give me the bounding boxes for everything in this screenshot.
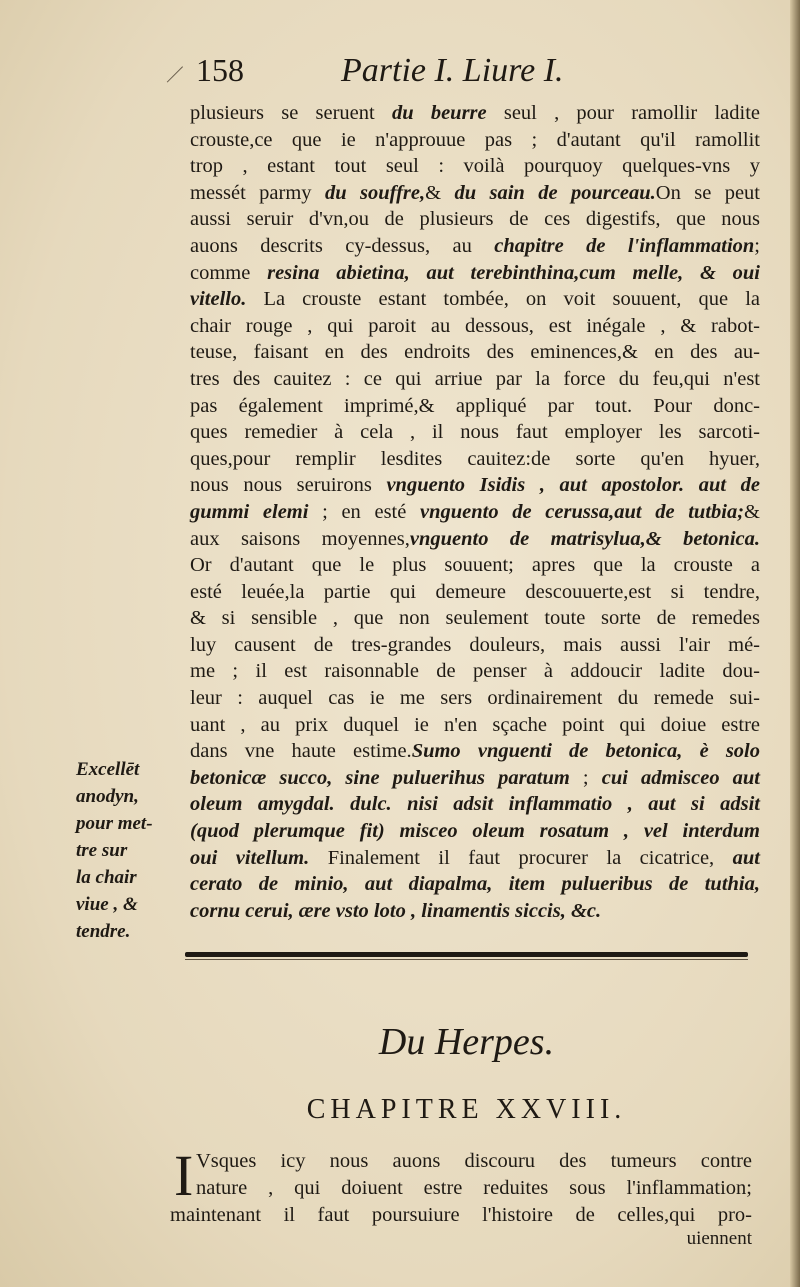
margin-note-line: la chair — [76, 867, 137, 888]
text-run: chair rouge , qui paroit au dessous, est inégale , & rabot- — [190, 314, 760, 337]
italic-run: vnguento Isidis , aut apostolor. aut de — [386, 474, 761, 497]
text-run: La crouste estant tombée, on voit souuent, que la — [246, 288, 760, 311]
text-run: nous nous seruirons — [190, 474, 387, 497]
italic-run: oleum amygdal. dulc. nisi adsit inflammatio , aut si adsit — [190, 793, 760, 816]
italic-run: du sain de pourceau. — [454, 181, 656, 204]
chapter-body — [170, 1143, 752, 1229]
margin-note-line: viue , & — [76, 894, 138, 915]
body-line — [190, 818, 760, 845]
italic-run: resina abietina, aut terebinthina,cum melle, & oui — [267, 261, 760, 284]
body-text — [190, 100, 760, 924]
text-run: crouste,ce que ie n'approuue pas ; d'autant qu'il ramollit — [190, 128, 760, 151]
text-run: seul , pour ramollir ladite — [486, 102, 760, 124]
margin-note-line: tre sur — [76, 840, 128, 861]
text-run: ; — [754, 234, 760, 257]
body-line — [190, 472, 760, 499]
page-header — [196, 52, 756, 102]
margin-note — [76, 756, 176, 945]
body-line — [190, 419, 760, 446]
text-run: tres des cauitez : ce qui arriue par la force du feu,qui n'est — [190, 367, 760, 390]
body-line — [190, 127, 760, 154]
body-line — [190, 446, 760, 473]
running-head: Partie I. Liure I. — [341, 52, 564, 89]
text-run: ques,pour remplir lesdites cauitez:de sorte qu'en hyuer, — [190, 447, 760, 470]
section-rule — [185, 952, 748, 957]
italic-run: gummi elemi — [190, 500, 309, 523]
body-line — [190, 100, 760, 127]
body-line — [190, 286, 760, 313]
text-run: pas également imprimé,& appliqué par tout. Pour donc- — [190, 394, 760, 417]
body-line — [190, 526, 760, 553]
body-line — [190, 605, 760, 632]
italic-run: du beurre — [391, 102, 487, 124]
text-run: & si sensible , que non seulement toute sorte de remedes — [190, 607, 760, 630]
body-line — [190, 712, 760, 739]
body-line — [190, 632, 760, 659]
text-run: dans vne haute estime. — [190, 740, 412, 763]
margin-note-line: Excellēt — [76, 759, 140, 780]
italic-run: (quod plerumque fit) misceo oleum rosatum , vel interdum — [190, 820, 760, 843]
italic-run: vnguento de matrisylua,& betonica. — [409, 527, 761, 550]
text-run: ques remedier à cela , il nous faut employer les sarcoti- — [190, 421, 760, 444]
text-run: & — [744, 500, 760, 523]
text-run: ; — [569, 766, 602, 789]
chapter-line: nature , qui doiuent estre reduites sous l'inflammation; — [196, 1177, 752, 1199]
text-run: aux saisons moyennes, — [190, 527, 410, 550]
text-run: messét parmy — [190, 181, 325, 204]
italic-run: Sumo vnguenti de betonica, è solo — [411, 740, 760, 763]
text-run: ; en esté — [308, 500, 421, 523]
margin-note-line: anodyn, — [76, 786, 139, 807]
body-line — [190, 791, 760, 818]
italic-run: cui admisceo aut — [601, 766, 760, 789]
body-line — [190, 871, 760, 898]
body-line — [190, 233, 760, 260]
italic-run: vnguento de cerussa,aut de tutbia; — [420, 500, 745, 523]
catchword: uiennent — [686, 1228, 752, 1249]
body-line — [190, 765, 760, 792]
body-line — [190, 393, 760, 420]
chapter-heading: CHAPITRE XXVIII. — [306, 1094, 627, 1125]
body-line — [190, 339, 760, 366]
text-run: comme — [190, 261, 268, 284]
text-run: & — [425, 181, 455, 204]
body-line — [190, 260, 760, 287]
body-line — [190, 738, 760, 765]
text-run: esté leuée,la partie qui demeure descouuerte,est si tendre, — [190, 580, 760, 603]
text-run: Or d'autant que le plus souuent; apres que la crouste a — [190, 554, 760, 577]
italic-run: aut — [732, 846, 760, 869]
italic-run: betonicæ succo, sine puluerihus paratum — [190, 766, 570, 789]
italic-run: oui vitellum. — [190, 846, 310, 869]
body-line — [190, 845, 760, 872]
italic-run: vitello. — [190, 288, 247, 311]
margin-note-line: pour met- — [76, 813, 153, 834]
page-gutter-shadow — [790, 0, 800, 1287]
text-run: Finalement il faut procurer la cicatrice, — [309, 846, 733, 869]
section-title: Du Herpes. — [378, 1021, 555, 1063]
text-run: auons descrits cy-dessus, au — [190, 234, 495, 257]
body-line — [190, 579, 760, 606]
italic-run: cornu cerui, ære vsto loto , linamentis siccis, &c. — [190, 899, 602, 922]
body-line — [190, 206, 760, 233]
body-line — [190, 366, 760, 393]
text-run: aussi seruir d'vn,ou de plusieurs de ces digestifs, que nous — [190, 208, 760, 231]
body-line — [190, 898, 760, 925]
text-run: luy causent de tres-grandes douleurs, mais aussi l'air mé- — [190, 633, 760, 656]
body-line — [190, 552, 760, 579]
body-line — [190, 153, 760, 180]
chapter-line: Vsques icy nous auons discouru des tumeurs contre — [196, 1150, 752, 1172]
text-run: trop , estant tout seul : voilà pourquoy quelques-vns y — [190, 155, 760, 178]
margin-note-line: tendre. — [76, 921, 131, 942]
body-line — [190, 313, 760, 340]
section-rule-thin — [185, 959, 748, 960]
text-run: plusieurs se seruent — [190, 102, 392, 124]
body-line — [190, 658, 760, 685]
text-run: On se peut — [655, 181, 760, 204]
text-run: teuse, faisant en des endroits des eminences,& en des au- — [190, 341, 760, 364]
page-number: 158 — [196, 52, 244, 88]
italic-run: cerato de minio, aut diapalma, item pulueribus de tuthia, — [190, 873, 760, 896]
body-line — [190, 499, 760, 526]
body-line — [190, 180, 760, 207]
italic-run: du souffre, — [324, 181, 426, 204]
text-run: uant , au prix duquel ie n'en sçache point qui doiue estre — [190, 713, 760, 736]
text-run: me ; il est raisonnable de penser à addoucir ladite dou- — [190, 660, 760, 683]
italic-run: chapitre de l'inflammation — [494, 234, 755, 257]
drop-cap: I — [174, 1143, 194, 1208]
chapter-line: maintenant il faut poursuiure l'histoire de celles,qui pro- — [170, 1204, 752, 1226]
body-line — [190, 685, 760, 712]
text-run: leur : auquel cas ie me sers ordinairement du remede sui- — [190, 687, 760, 710]
